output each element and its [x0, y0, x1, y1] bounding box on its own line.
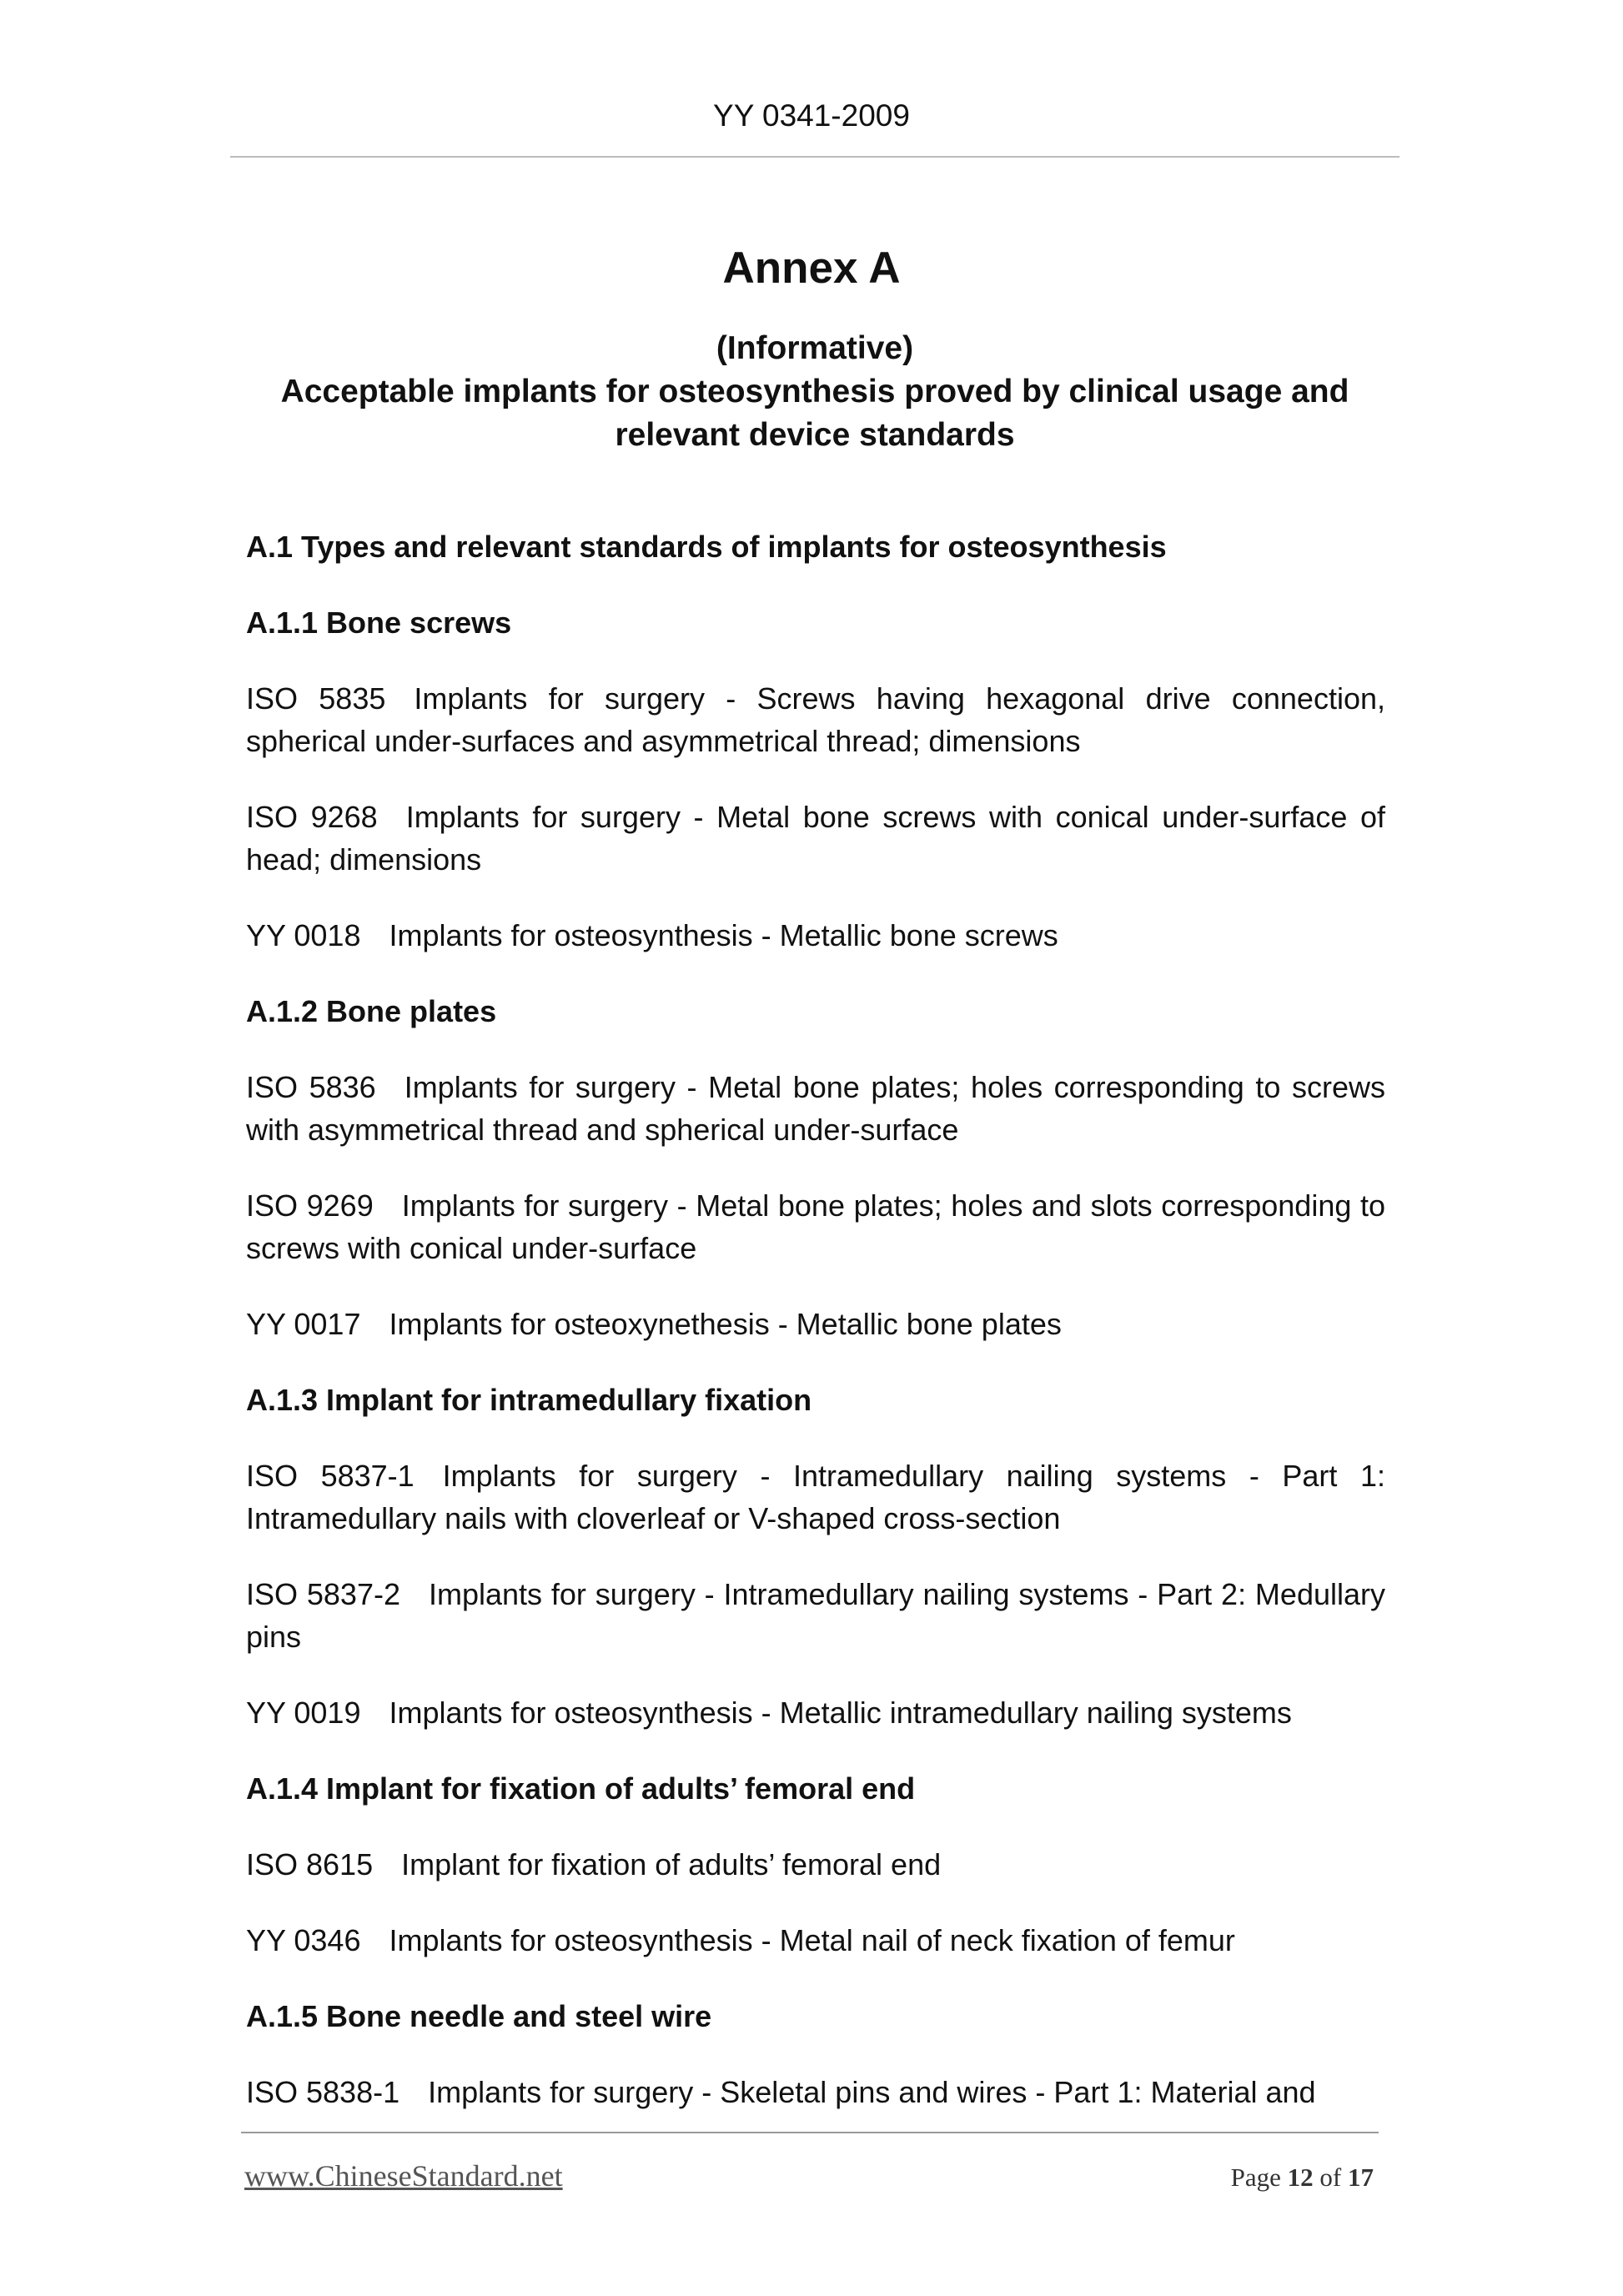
standard-code: ISO 5837-1: [246, 1459, 415, 1493]
standard-code: ISO 9268: [246, 800, 378, 834]
standard-title: Implants for surgery - Metal bone plates; holes and slots corresponding to screws with conical under-surface: [246, 1188, 1385, 1265]
section-heading-a15: A.1.5 Bone needle and steel wire: [246, 1999, 712, 2033]
page-header-doc-code: YY 0341-2009: [713, 98, 910, 133]
standard-title: Implants for surgery - Intramedullary nailing systems - Part 2: Medullary pins: [246, 1577, 1385, 1654]
standard-entry: [246, 914, 1385, 957]
standard-code: ISO 9269: [246, 1188, 374, 1223]
standard-entry: [246, 1573, 1385, 1658]
section-heading-a11: A.1.1 Bone screws: [246, 605, 512, 640]
standard-entry: [246, 796, 1385, 881]
footer-divider: [241, 2132, 1379, 2133]
standard-code: YY 0346: [246, 1923, 361, 1957]
standard-title: Implants for surgery - Metal bone screws with conical under-surface of head; dimensions: [246, 800, 1385, 877]
standard-entry: [246, 1843, 1385, 1886]
annex-subtitle-block: [230, 327, 1399, 457]
standard-entry: [246, 1066, 1385, 1151]
footer-website-link[interactable]: www.ChineseStandard.net: [244, 2159, 563, 2193]
standard-title: Implants for surgery - Skeletal pins and wires - Part 1: Material and: [428, 2075, 1316, 2109]
page-of: of: [1319, 2163, 1342, 2192]
standard-code: YY 0019: [246, 1696, 361, 1730]
standard-entry: [246, 1454, 1385, 1540]
page-total: 17: [1348, 2163, 1374, 2192]
annex-subtitle-line-2: relevant device standards: [615, 417, 1015, 453]
standard-title: Implants for surgery - Screws having hexagonal drive connection, spherical under-surfaces and asymmetrical thread; dimensions: [246, 681, 1385, 758]
standard-code: ISO 5836: [246, 1070, 376, 1104]
standard-entry: [246, 1919, 1385, 1962]
standard-title: Implants for surgery - Metal bone plates; holes corresponding to screws with asymmetrical thread and spherical under-surface: [246, 1070, 1385, 1147]
section-heading-a13: A.1.3 Implant for intramedullary fixation: [246, 1383, 812, 1417]
annex-title: Annex A: [722, 244, 901, 293]
standard-title: Implants for osteosynthesis - Metal nail of neck fixation of femur: [389, 1923, 1235, 1957]
standard-entry: [246, 1303, 1385, 1345]
standard-code: ISO 5837-2: [246, 1577, 400, 1611]
annex-nature: (Informative): [716, 330, 914, 366]
standard-entry: [246, 2071, 1385, 2113]
standard-title: Implants for osteosynthesis - Metallic intramedullary nailing systems: [389, 1696, 1292, 1730]
document-body: [246, 525, 1385, 2147]
standard-entry: [246, 677, 1385, 762]
standard-title: Implants for surgery - Intramedullary nailing systems - Part 1: Intramedullary nails with cloverleaf or V-shaped cross-section: [246, 1459, 1385, 1535]
standard-code: ISO 5835: [246, 681, 386, 716]
section-heading-a1: A.1 Types and relevant standards of implants for osteosynthesis: [246, 530, 1167, 564]
standard-entry: [246, 1691, 1385, 1734]
section-heading-a12: A.1.2 Bone plates: [246, 994, 497, 1028]
standard-code: YY 0017: [246, 1307, 361, 1341]
page-label: Page: [1230, 2163, 1281, 2192]
footer-page-number: [1231, 2163, 1374, 2193]
annex-subtitle-line-1: Acceptable implants for osteosynthesis proved by clinical usage and: [280, 374, 1349, 409]
header-divider: [230, 156, 1399, 158]
standard-entry: [246, 1184, 1385, 1269]
standard-title: Implants for osteosynthesis - Metallic bone screws: [389, 918, 1058, 952]
standard-code: ISO 5838-1: [246, 2075, 400, 2109]
section-heading-a14: A.1.4 Implant for fixation of adults’ femoral end: [246, 1771, 916, 1806]
standard-code: ISO 8615: [246, 1847, 374, 1882]
standard-title: Implants for osteoxynethesis - Metallic bone plates: [389, 1307, 1062, 1341]
standard-code: YY 0018: [246, 918, 361, 952]
page-current: 12: [1287, 2163, 1314, 2192]
standard-title: Implant for fixation of adults’ femoral end: [401, 1847, 942, 1882]
